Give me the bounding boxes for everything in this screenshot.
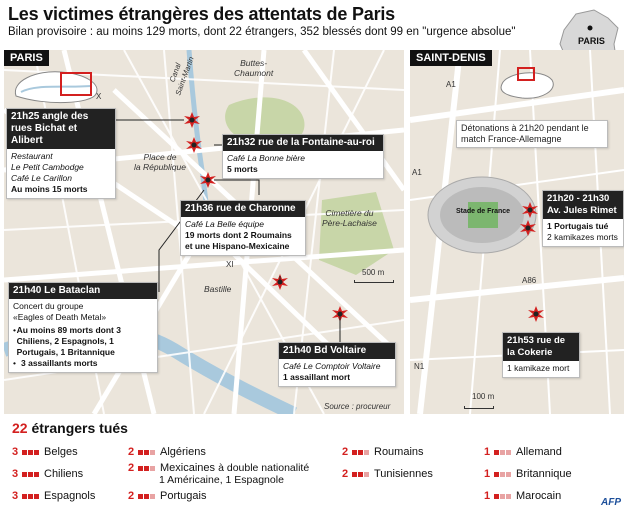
blast-icon-fontaine xyxy=(186,137,202,153)
legend-squares xyxy=(138,490,156,502)
legend-name: Marocain xyxy=(516,490,562,502)
attack-box-jules-rimet xyxy=(542,190,624,247)
paris-scale-label: 500 m xyxy=(362,268,385,277)
legend-squares xyxy=(494,446,512,458)
legend-number: 2 xyxy=(128,462,135,474)
bastille-label: Bastille xyxy=(204,284,232,294)
legend-name: Belges xyxy=(44,446,78,458)
toll-text: 5 morts xyxy=(227,164,258,174)
match-note: Détonations à 21h20 pendant le match France-Allemagne xyxy=(456,120,608,148)
attack-box-cokerie xyxy=(502,332,580,378)
blast-icon-jules-rimet-2 xyxy=(520,220,536,236)
legend-name: Algériens xyxy=(160,446,206,458)
legend-title xyxy=(12,420,128,436)
attack-box-title: 21h25 angle des rues Bichat et Alibert xyxy=(7,109,115,149)
page-subtitle: Bilan provisoire : au moins 129 morts, dont 22 étrangers, 352 blessés dont 99 en "urgence absolue" xyxy=(8,26,516,38)
venue-text: Concert du groupe xyxy=(13,301,84,311)
bullet-item: • 3 assaillants morts xyxy=(13,358,98,368)
road-n1-label: N1 xyxy=(414,362,425,371)
legend-squares xyxy=(352,446,370,458)
attack-box-title: 21h36 rue de Charonne xyxy=(181,201,305,217)
legend-item-roumains xyxy=(342,446,424,458)
legend-name: Portugais xyxy=(160,490,207,502)
afp-logo: AFP xyxy=(601,497,621,508)
legend-squares xyxy=(22,446,40,458)
legend-name: Mexicaines xyxy=(160,462,216,474)
extra-text: 2 kamikazes morts xyxy=(547,232,618,242)
toll-text: 1 Portugais tué xyxy=(547,221,609,231)
attack-box-title: 21h32 rue de la Fontaine-au-roi xyxy=(223,135,383,151)
venue-text: Café La Bonne bière xyxy=(227,153,305,163)
legend-name: Britannique xyxy=(516,468,572,480)
legend-item-mexicaines xyxy=(128,462,309,486)
legend-number: 1 xyxy=(484,446,491,458)
legend-number: 2 xyxy=(342,468,349,480)
legend-item-algeriens xyxy=(128,446,206,458)
paris-map xyxy=(4,50,404,414)
paris-inset-icon xyxy=(6,66,106,106)
road-a1-label: A1 xyxy=(446,80,456,89)
blast-icon-republique xyxy=(200,172,216,188)
attack-box-title: 21h40 Bd Voltaire xyxy=(279,343,395,359)
blast-icon-jules-rimet-1 xyxy=(522,202,538,218)
legend-squares xyxy=(138,446,156,458)
bullet-text: 3 assaillants morts xyxy=(21,358,98,368)
venue-text: Restaurant xyxy=(11,151,53,161)
legend-squares xyxy=(494,490,512,502)
legend-note: à double nationalité xyxy=(218,462,310,474)
sd-scale-bar xyxy=(464,406,494,409)
district-x-label: X xyxy=(96,92,102,101)
pere-lachaise-label: Cimetière du Père-Lachaise xyxy=(322,208,377,228)
page-title: Les victimes étrangères des attentats de Paris xyxy=(8,4,395,24)
legend-number: 1 xyxy=(484,468,491,480)
legend-item-tunisiennes xyxy=(342,468,433,480)
saint-denis-map xyxy=(410,50,624,414)
venue-text: Café Le Comptoir Voltaire xyxy=(283,361,381,371)
legend-squares xyxy=(138,462,156,474)
legend-number: 1 xyxy=(484,490,491,502)
district-xi-label: XI xyxy=(226,260,234,269)
stade-label: Stade de France xyxy=(456,208,511,215)
legend-squares xyxy=(352,468,370,480)
road-a1-label-2: A1 xyxy=(412,168,422,177)
toll-text: 19 morts dont 2 Roumains et une Hispano-Mexicaine xyxy=(185,230,292,251)
attack-box-title: 21h20 - 21h30 Av. Jules Rimet xyxy=(543,191,623,219)
canal-label: Canal Saint-Martin xyxy=(167,55,196,97)
source-label: Source : procureur xyxy=(324,402,391,411)
attack-box-bataclan xyxy=(8,282,158,373)
bullet-item: • Au moins 89 morts dont 3 Chiliens, 2 Espagnols, 1 Portugais, 1 Britannique xyxy=(13,325,153,358)
legend-item-espagnols xyxy=(12,490,95,502)
legend-squares xyxy=(22,468,40,480)
france-paris-label: PARIS xyxy=(578,36,605,46)
attack-box-fontaine xyxy=(222,134,384,179)
legend-item-chiliens xyxy=(12,468,83,480)
venue-text: «Eagles of Death Metal» xyxy=(13,312,107,322)
paris-map-tag: PARIS xyxy=(4,50,49,66)
legend-name: Tunisiennes xyxy=(374,468,433,480)
toll-text: Au moins 15 morts xyxy=(11,184,88,194)
legend-name: Espagnols xyxy=(44,490,96,502)
attack-box-charonne xyxy=(180,200,306,256)
buttes-chaumont-label: Buttes- Chaumont xyxy=(234,58,274,78)
legend-item-britannique xyxy=(484,468,572,480)
legend-count: 22 xyxy=(12,420,28,436)
legend-squares xyxy=(494,468,512,480)
saint-denis-inset-icon xyxy=(492,64,562,102)
bullet-text: Au moins 89 morts dont 3 Chiliens, 2 Espagnols, 1 Portugais, 1 Britannique xyxy=(16,325,121,357)
attack-box-title: 21h53 rue de la Cokerie xyxy=(503,333,579,361)
paris-scale-bar xyxy=(354,280,394,283)
legend-item-marocain xyxy=(484,490,561,502)
venue-text: Le Petit Cambodge xyxy=(11,162,84,172)
legend-name: Allemand xyxy=(516,446,562,458)
legend-number: 3 xyxy=(12,490,19,502)
legend-number: 2 xyxy=(128,446,135,458)
attack-box-voltaire xyxy=(278,342,396,387)
blast-icon-cokerie xyxy=(528,306,544,322)
road-a86-label: A86 xyxy=(522,276,537,285)
venue-text: Café La Belle équipe xyxy=(185,219,264,229)
legend-number: 3 xyxy=(12,468,19,480)
legend-number: 2 xyxy=(342,446,349,458)
legend-squares xyxy=(22,490,40,502)
blast-icon-bichat xyxy=(184,112,200,128)
legend-name: Roumains xyxy=(374,446,424,458)
legend-number: 2 xyxy=(128,490,135,502)
legend-sub: 1 Américaine, 1 Espagnole xyxy=(159,474,284,487)
legend-number: 3 xyxy=(12,446,19,458)
extra-text: 1 kamikaze mort xyxy=(507,363,570,373)
legend-item-portugais xyxy=(128,490,206,502)
attack-box-title: 21h40 Le Bataclan xyxy=(9,283,157,299)
legend-item-allemand xyxy=(484,446,562,458)
blast-icon-voltaire xyxy=(332,306,348,322)
toll-text: 1 assaillant mort xyxy=(283,372,351,382)
legend-name: Chiliens xyxy=(44,468,84,480)
saint-denis-tag: SAINT-DENIS xyxy=(410,50,492,66)
venue-text: Café Le Carillon xyxy=(11,173,72,183)
legend-label: étrangers tués xyxy=(31,420,128,436)
republique-label: Place de la République xyxy=(134,152,186,172)
sd-scale-label: 100 m xyxy=(472,392,495,401)
attack-box-bichat xyxy=(6,108,116,199)
blast-icon-charonne xyxy=(272,274,288,290)
legend-item-belges xyxy=(12,446,78,458)
